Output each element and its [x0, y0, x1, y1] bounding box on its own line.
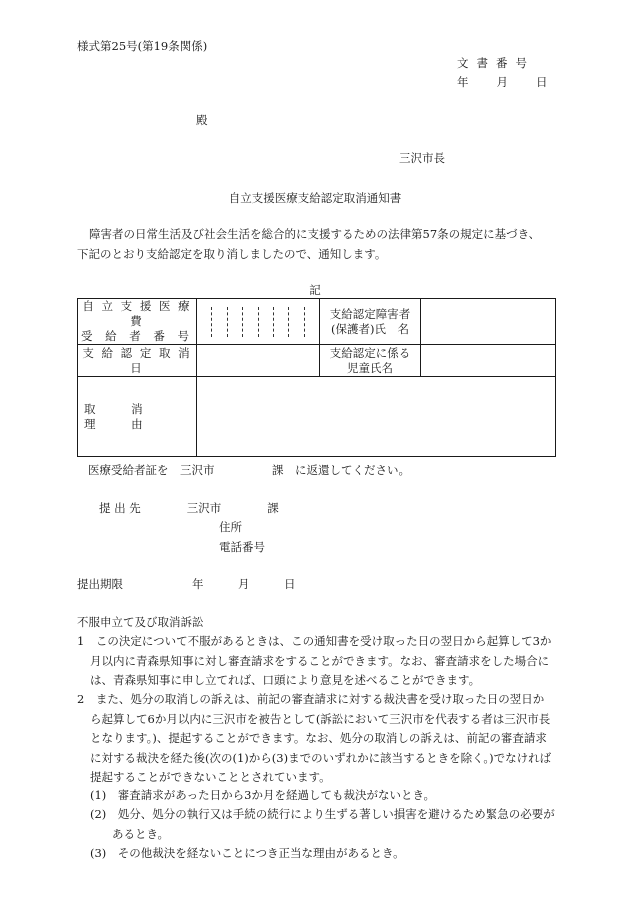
return-notice: 医療受給者証を 三沢市 課 に返還してください。 — [88, 463, 410, 477]
certification-table — [77, 298, 556, 457]
document-number-label: 文書番号 — [457, 56, 535, 70]
appeal-section-title: 不服申立て及び取消訴訟 — [77, 615, 204, 629]
recipient-number-label-line1: 自 立 支 援 医 療 費 — [82, 299, 192, 328]
date-year-label: 年 — [457, 75, 469, 89]
body-line-1: 障害者の日常生活及び社会生活を総合的に支援するための法律第57条の規定に基づき、 — [89, 227, 541, 241]
digit-box — [259, 307, 274, 337]
document-date — [457, 74, 548, 90]
form-number: 様式第25号(第19条関係) — [77, 39, 208, 53]
certified-person-name-label — [320, 299, 421, 345]
child-name-label-line2: 児童氏名 — [347, 360, 393, 375]
child-name-label-line1: 支給認定に係る — [329, 345, 411, 360]
date-day-label: 日 — [536, 75, 548, 89]
certified-person-label-line1: 支給認定障害者 — [329, 306, 411, 321]
submission-phone-label: 電話番号 — [219, 540, 265, 554]
digit-box — [197, 307, 212, 337]
date-month-label: 月 — [496, 75, 508, 89]
appeal-subitem-2: (2) 処分、処分の執行又は手続の続行により生ずる著しい損害を避けるため緊急の必要があるとき。 — [90, 807, 555, 841]
addressee-suffix: 殿 — [196, 113, 208, 127]
digit-box — [243, 307, 258, 337]
digit-box — [228, 307, 243, 337]
certified-person-label-line2: (保護者)氏 名 — [331, 321, 409, 336]
digit-box — [305, 307, 319, 337]
body-text — [77, 224, 555, 264]
cancellation-date-value — [197, 345, 320, 377]
cancellation-reason-value — [197, 377, 556, 457]
issuer-name: 三沢市長 — [399, 151, 445, 165]
digit-box — [212, 307, 227, 337]
appeal-item-1: 1 この決定について不服があるときは、この通知書を受け取った日の翌日から起算して3か月以内に青森県知事に対し審査請求をすることができます。なお、審査請求をした場合には、青森県知事に申し立てれば、口頭により意見を述べることができます。 — [77, 634, 552, 687]
child-name-label — [320, 345, 421, 377]
cancellation-reason-label: 取 消 理 由 — [78, 377, 197, 457]
submission-deadline: 提出期限 年 月 日 — [77, 577, 296, 591]
document-title: 自立支援医療支給認定取消通知書 — [228, 191, 402, 205]
digit-box — [274, 307, 289, 337]
recipient-number-digits — [197, 299, 320, 345]
ki-heading: 記 — [309, 283, 321, 297]
certified-person-name-value — [421, 299, 556, 345]
recipient-number-label-line2: 受 給 者 番 号 — [81, 329, 191, 343]
appeal-item-2: 2 また、処分の取消しの訴えは、前記の審査請求に対する裁決書を受け取った日の翌日から起算して6か月以内に三沢市を被告として(訴訟において三沢市を代表する者は三沢市長となります。)、提起することができます。なお、処分の取消しの訴えは、前記の審査請求に対する裁決を経た後(次の(1)から(3)までのいずれかに該当するときを除く。)でなければ提起することができないこととされています。 — [77, 692, 552, 784]
cancellation-date-label: 支 給 認 定 取 消 日 — [78, 345, 197, 377]
digit-box — [289, 307, 304, 337]
appeal-subitem-3: (3) その他裁決を経ないことにつき正当な理由があるとき。 — [90, 846, 405, 860]
body-line-2: 下記のとおり支給認定を取り消しましたので、通知します。 — [77, 247, 387, 261]
submission-address-label: 住所 — [219, 520, 242, 534]
appeal-subitem-1: (1) 審査請求があった日から3か月を経過しても裁決がないとき。 — [90, 788, 436, 802]
child-name-value — [421, 345, 556, 377]
recipient-number-label — [78, 299, 197, 345]
submission-destination: 提 出 先 三沢市 課 — [99, 501, 279, 515]
